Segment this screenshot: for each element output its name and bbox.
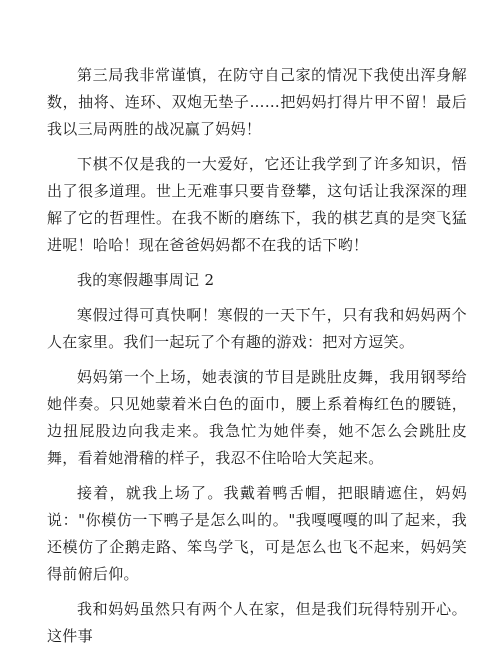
paragraph-winter-break-intro: 寒假过得可真快啊！寒假的一天下午，只有我和妈妈两个人在家里。我们一起玩了个有趣的游戏：把对方逗笑。 <box>47 306 467 351</box>
paragraph-my-turn: 接着，就我上场了。我戴着鸭舌帽，把眼睛遮住，妈妈说："你模仿一下鸭子是怎么叫的。"我嘎嘎嘎的叫了起来，我还模仿了企鹅走路、笨鸟学飞，可是怎么也飞不起来，妈妈笑得前俯后仰。 <box>47 484 467 583</box>
paragraph-closing: 我和妈妈虽然只有两个人在家，但是我们玩得特别开心。这件事 <box>47 600 467 645</box>
paragraph-mom-dance: 妈妈第一个上场，她表演的节目是跳肚皮舞，我用钢琴给她伴奏。只见她蒙着米白色的面巾，腰上系着梅红色的腰链，边扭屁股边向我走来。我急忙为她伴奏，她不怎么会跳肚皮舞，看着她滑稽的样子，我忍不住哈哈大笑起来。 <box>47 368 467 467</box>
paragraph-chess-hobby: 下棋不仅是我的一大爱好，它还让我学到了许多知识，悟出了很多道理。世上无难事只要肯登攀，这句话让我深深的理解了它的哲理性。在我不断的磨练下，我的棋艺真的是突飞猛进呢！哈哈！现在爸爸妈妈都不在我的话下哟！ <box>47 155 467 254</box>
document-page <box>47 62 467 650</box>
paragraph-chess-third-round: 第三局我非常谨慎，在防守自己家的情况下我使出浑身解数，抽将、连环、双炮无垫子……把妈妈打得片甲不留！最后我以三局两胜的战况赢了妈妈！ <box>47 66 467 138</box>
section-heading: 我的寒假趣事周记 2 <box>77 271 215 289</box>
